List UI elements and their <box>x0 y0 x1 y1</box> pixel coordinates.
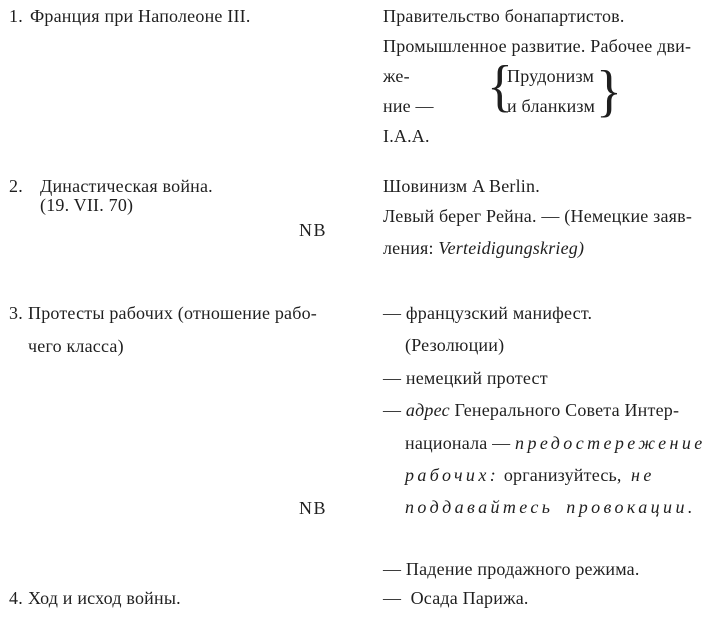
item3-note-line4-italic: адрес <box>405 400 450 420</box>
item1-brace-term1: Прудонизм <box>507 66 595 86</box>
item3-note-line7 <box>405 497 696 517</box>
item3-left-line2: чего класса) <box>28 336 124 356</box>
item1-note-line2: Промышленное развитие. Рабочее дви- <box>383 36 692 56</box>
item3-note-line6-emphasis1: рабочих: <box>405 465 500 485</box>
item3-note-line1: — французский манифест. <box>383 303 593 323</box>
item3-note-line4-dash: — <box>383 400 406 420</box>
item1-note-line4: ние — <box>383 96 434 116</box>
item1-note-line1: Правительство бонапартистов. <box>383 6 625 26</box>
item2-number: 2. <box>9 176 23 196</box>
item3-note-line5-emphasis: предостережение <box>515 433 706 453</box>
item3-note-line6 <box>405 465 655 485</box>
item2-note-line2: Левый берег Рейна. — (Немецкие заяв- <box>383 206 693 226</box>
brace-open-glyph: { <box>487 54 513 118</box>
item3-note-line6-roman: организуйтесь, <box>499 465 632 485</box>
item2-note-line3-italic: Verteidigungskrieg) <box>438 238 585 258</box>
item2-note-line3 <box>383 238 584 258</box>
item1-note-line5: I.A.A. <box>383 126 430 146</box>
item3-note-line4 <box>383 400 679 420</box>
item2-note-line1: Шовинизм A Berlin. <box>383 176 540 196</box>
item2-left-line1: Династическая война. <box>40 176 213 196</box>
item4-number: 4. <box>9 588 23 608</box>
item3-note-line6-emphasis2: не <box>631 465 655 485</box>
item3-number: 3. <box>9 303 23 323</box>
item3-left-line1: Протесты рабочих (отношение рабо- <box>28 303 317 323</box>
item2-note-line3-roman: ления: <box>383 238 439 258</box>
item3-note-line7-emphasis: поддавайтесь провокации. <box>405 497 696 517</box>
item3-note-line4-rest: Генерального Совета Интер- <box>449 400 680 420</box>
item4-note-line2: — Осада Парижа. <box>383 588 529 608</box>
item3-nb-mark: NB <box>299 498 328 518</box>
item4-note-line1: — Падение продажного режима. <box>383 559 640 579</box>
item1-number: 1. <box>9 6 23 26</box>
item3-note-line2: (Резолюции) <box>405 335 505 355</box>
item2-nb-mark: NB <box>299 220 328 240</box>
item3-note-line3: — немецкий протест <box>383 368 548 388</box>
item1-left-text: Франция при Наполеоне III. <box>30 6 251 26</box>
item1-brace-term2: и бланкизм <box>507 96 596 116</box>
item3-note-line5 <box>405 433 706 453</box>
item2-left-line2: (19. VII. 70) <box>40 195 134 215</box>
item1-note-line3: же- <box>383 66 410 86</box>
item4-left-text: Ход и исход войны. <box>28 588 181 608</box>
brace-close-glyph: } <box>596 59 622 123</box>
item3-note-line5-roman: национала — <box>405 433 516 453</box>
